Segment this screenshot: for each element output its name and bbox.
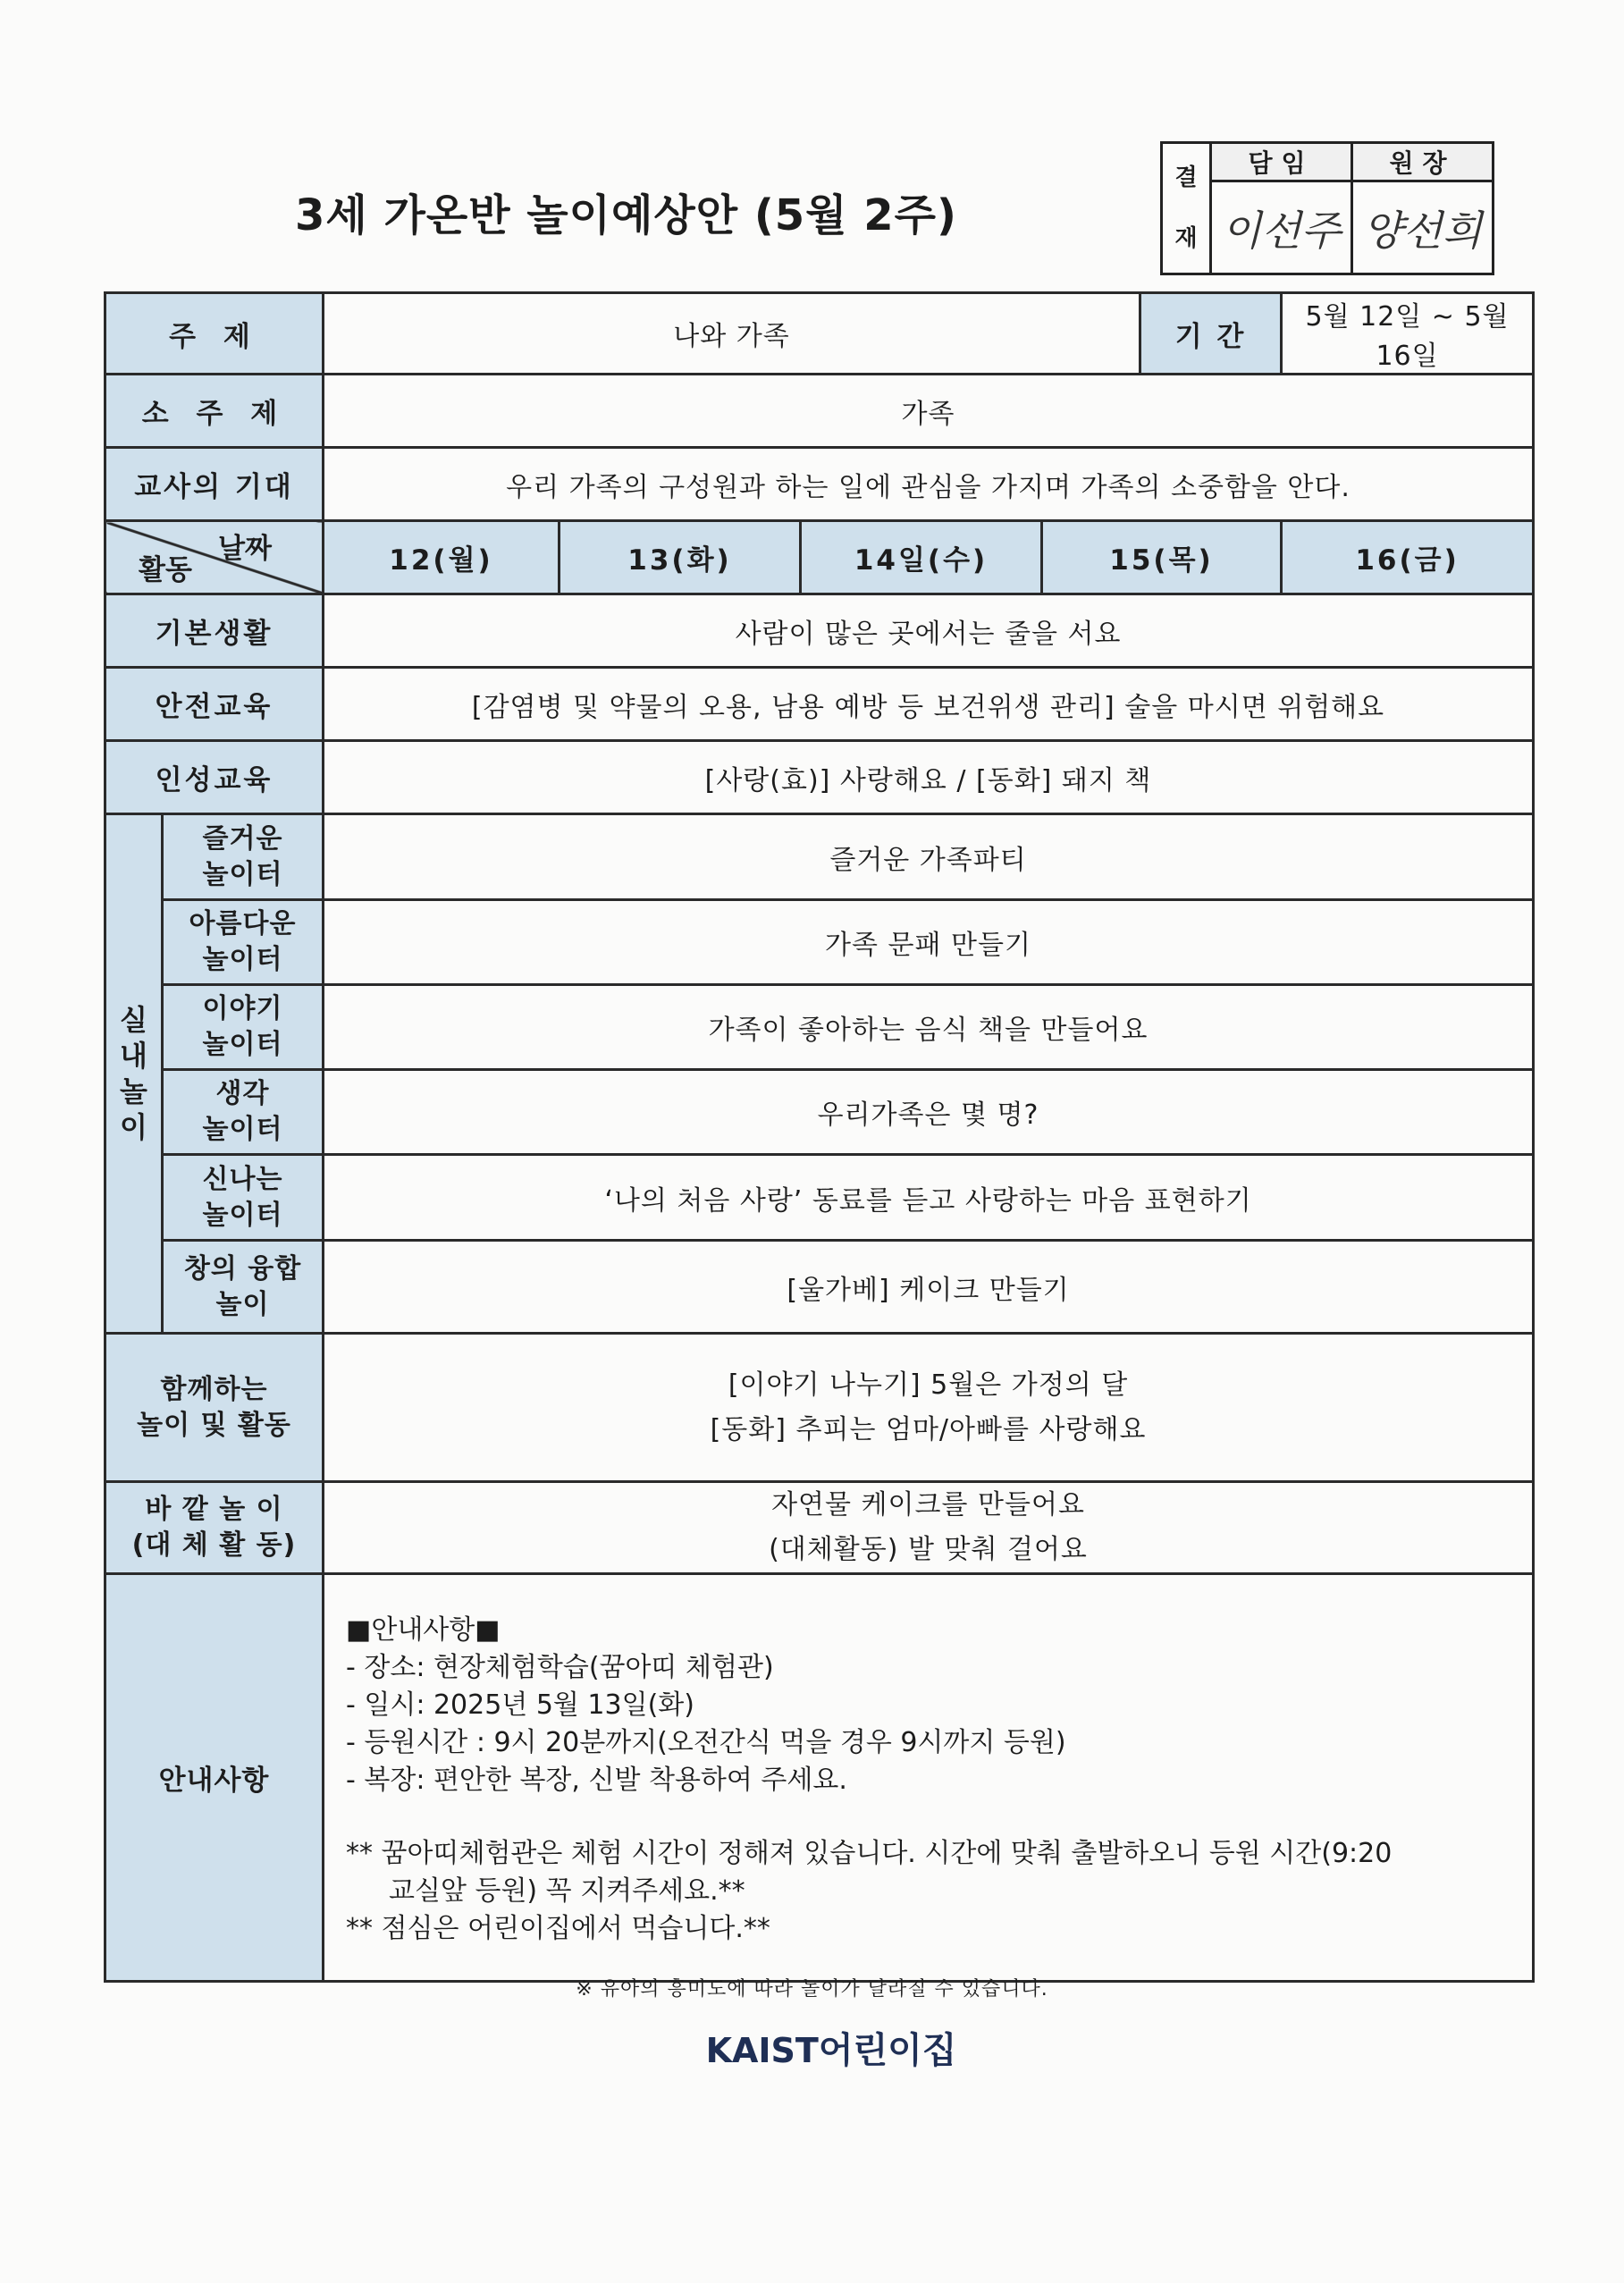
outdoor-label-line: (대 체 활 동) [131,1529,297,1561]
indoor-activity: 가족 문패 만들기 [324,900,1534,985]
indoor-area-label [163,1070,324,1155]
together-activities [324,1334,1534,1482]
indoor-area-label [163,814,324,900]
outdoor-label [105,1482,324,1574]
logo-text-ko: 어린이집 [818,2030,957,2071]
indoor-activity: 우리가족은 몇 명? [324,1070,1534,1155]
approval-label [1162,143,1211,274]
theme-value: 나와 가족 [324,293,1140,375]
notice-line: - 등원시간 : 9시 20분까지(오전간식 먹을 경우 9시까지 등원) [346,1726,1066,1758]
indoor-area-label-line: 아름다운 [189,908,297,939]
approval-label-top: 결 [1174,164,1198,191]
day-column-header: 14일(수) [801,521,1042,594]
together-label-line: 놀이 및 활동 [137,1409,291,1441]
together-label [105,1334,324,1482]
day-column-header: 15(목) [1042,521,1282,594]
indoor-play-label [105,814,163,1334]
theme-label: 주 제 [105,293,324,375]
footnote: ※ 유아의 흥미도에 따라 놀이가 달라질 수 있습니다. [576,1978,1048,2001]
date-activity-corner [105,521,324,594]
indoor-area-label-line: 놀이터 [202,944,283,975]
notice-note: ** 점심은 어린이집에서 먹습니다.** [346,1912,770,1944]
outdoor-activity: 자연물 케이크를 만들어요 [771,1489,1085,1521]
approval-label-bottom: 재 [1174,225,1198,252]
indoor-activity: 가족이 좋아하는 음식 책을 만들어요 [324,985,1534,1070]
indoor-area-label [163,900,324,985]
kaist-daycare-logo [697,2022,965,2073]
outdoor-activities [324,1482,1534,1574]
approval-teacher-header: 담임 [1211,143,1352,181]
day-column-header: 13(화) [560,521,801,594]
plan-table [104,291,1535,1983]
indoor-area-label [163,1155,324,1241]
character-value: [사랑(효)] 사랑해요 / [동화] 돼지 책 [324,741,1534,814]
page-title: 3세 가온반 놀이예상안 (5월 2주) [295,190,957,240]
indoor-label-char: 내 [120,1039,147,1073]
indoor-area-label-line: 즐거운 [202,822,283,855]
outdoor-activity: (대체활동) 발 맞춰 걸어요 [769,1534,1088,1565]
notice-line: - 복장: 편안한 복장, 신발 착용하여 주세요. [346,1764,847,1796]
date-corner-label: 날짜 [218,533,272,565]
approval-director-header: 원장 [1352,143,1494,181]
indoor-area-label [163,985,324,1070]
together-activity: [이야기 나누기] 5월은 가정의 달 [728,1369,1129,1401]
notice-line: - 장소: 현장체험학습(꿈아띠 체험관) [346,1651,774,1683]
character-label: 인성교육 [105,741,324,814]
subtheme-label: 소 주 제 [105,375,324,448]
together-activity: [동화] 추피는 엄마/아빠를 사랑해요 [710,1413,1147,1445]
basic-life-value: 사람이 많은 곳에서는 줄을 서요 [324,594,1534,668]
notice-label: 안내사항 [105,1574,324,1982]
safety-label: 안전교육 [105,668,324,741]
outdoor-label-line: 바 깥 놀 이 [145,1494,283,1525]
period-value: 5월 12일 ~ 5월 16일 [1282,293,1534,375]
indoor-area-label-line: 놀이터 [202,1199,283,1231]
indoor-area-label-line: 창의 융합 [183,1252,302,1285]
indoor-label-char: 실 [120,1003,147,1037]
notice-heading: ■안내사항■ [346,1613,501,1646]
day-column-header: 12(월) [324,521,560,594]
notice-note: ** 꿈아띠체험관은 체험 시간이 정해져 있습니다. 시간에 맞춰 출발하오니 등원 시간(9:20 [346,1837,1393,1869]
indoor-activity: [울가베] 케이크 만들기 [324,1241,1534,1334]
safety-value: [감염병 및 약물의 오용, 남용 예방 등 보건위생 관리] 술을 마시면 위험해요 [324,668,1534,741]
together-label-line: 함께하는 [160,1373,268,1405]
director-signature: 양선희 [1352,181,1494,274]
indoor-area-label [163,1241,324,1334]
indoor-area-label-line: 놀이터 [202,1029,283,1060]
indoor-area-label-line: 이야기 [202,993,283,1024]
indoor-area-label-line: 신나는 [202,1163,283,1195]
expectation-label: 교사의 기대 [105,448,324,521]
indoor-activity: 즐거운 가족파티 [324,814,1534,900]
indoor-area-label-line: 놀이터 [202,858,283,890]
teacher-signature: 이선주 [1211,181,1352,274]
indoor-area-label-line: 놀이터 [202,1114,283,1145]
indoor-area-label-line: 놀이 [215,1288,270,1320]
notice-line: - 일시: 2025년 5월 13일(화) [346,1689,694,1721]
day-column-header: 16(금) [1282,521,1534,594]
expectation-value: 우리 가족의 구성원과 하는 일에 관심을 가지며 가족의 소중함을 안다. [324,448,1534,521]
activity-corner-label: 활동 [139,554,192,586]
approval-box [1160,141,1494,275]
logo-text-en: KAIST [705,2031,819,2070]
notice-content [324,1574,1534,1982]
indoor-label-char: 놀 [120,1074,147,1108]
indoor-area-label-line: 생각 [215,1078,270,1109]
basic-life-label: 기본생활 [105,594,324,668]
period-label: 기 간 [1140,293,1282,375]
indoor-label-char: 이 [120,1110,147,1144]
indoor-activity: ‘나의 처음 사랑’ 동료를 듣고 사랑하는 마음 표현하기 [324,1155,1534,1241]
subtheme-value: 가족 [324,375,1534,448]
notice-note: 교실앞 등원) 꼭 지켜주세요.** [389,1874,745,1907]
